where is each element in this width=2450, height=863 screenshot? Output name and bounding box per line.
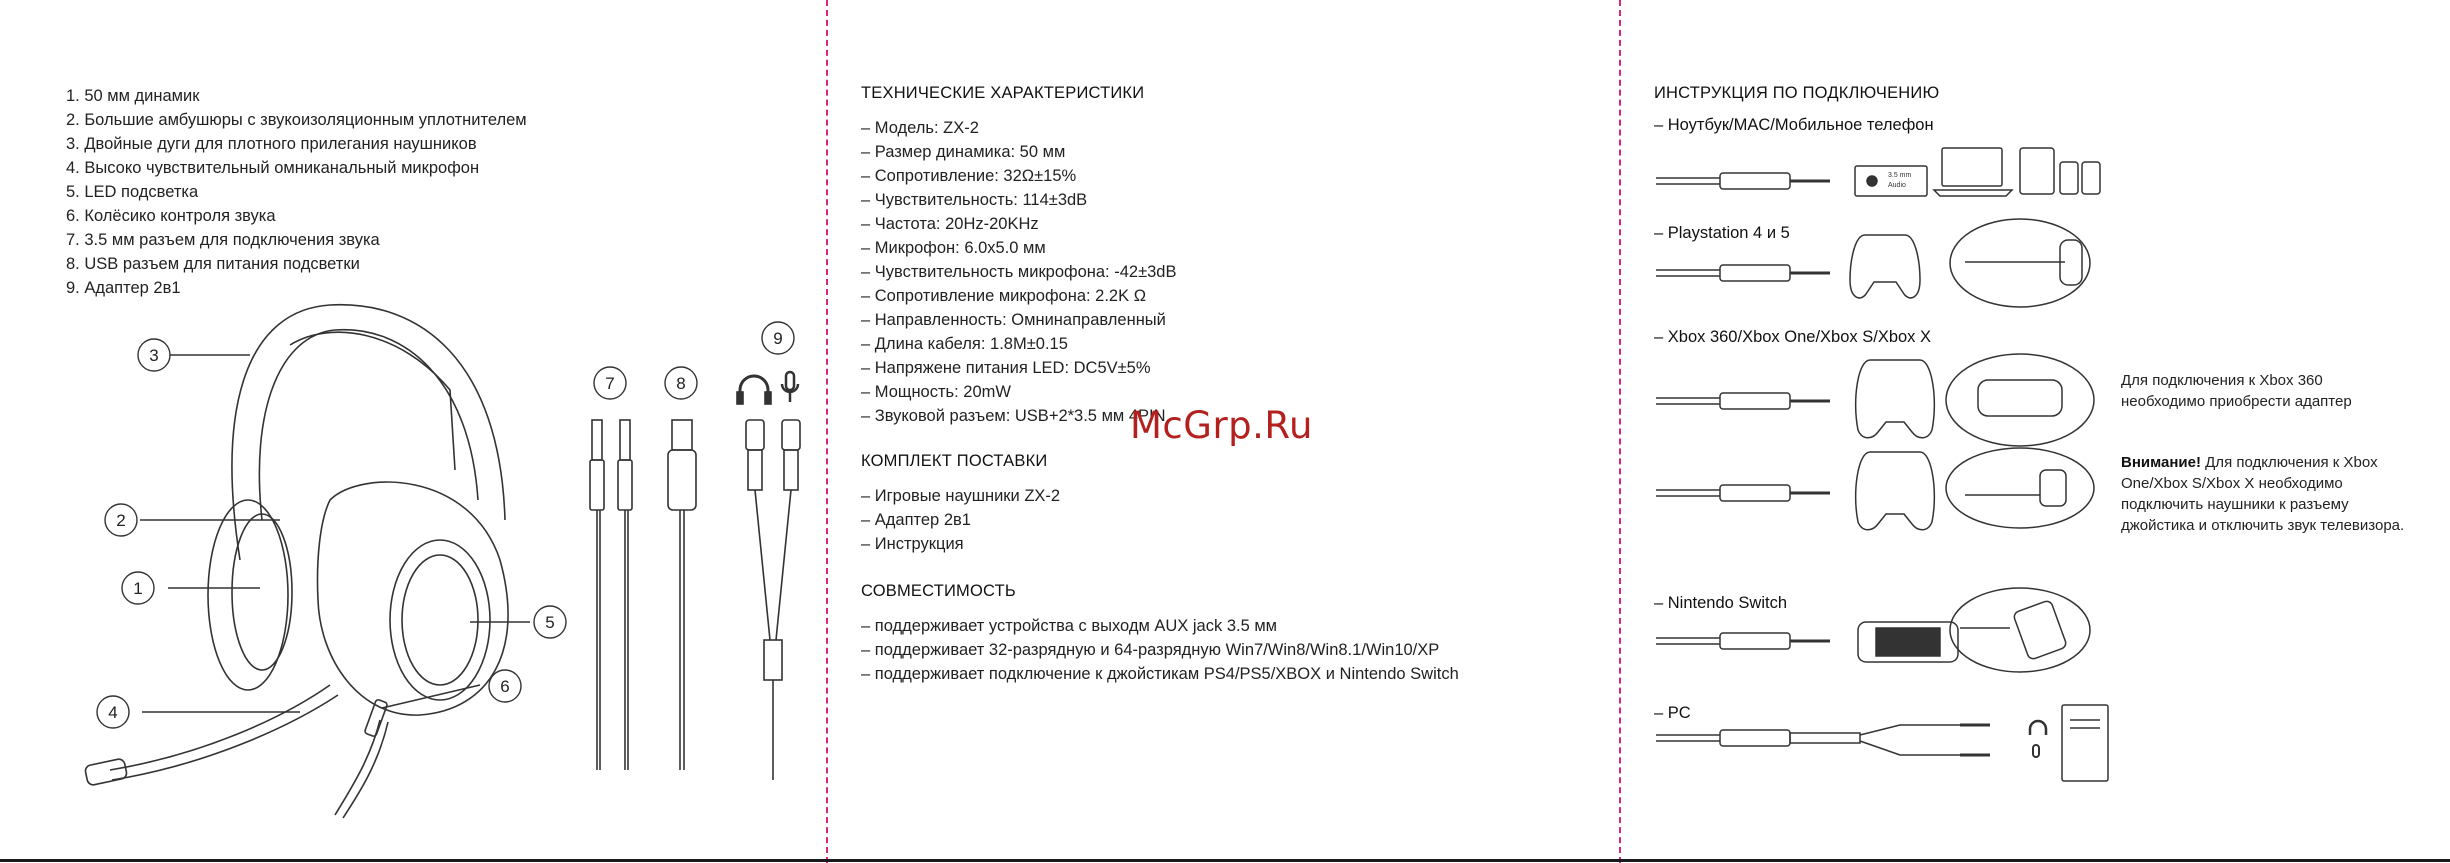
feature-item: 7. 3.5 мм разъем для подключения звука [66, 231, 380, 249]
svg-text:3.5 mm: 3.5 mm [1888, 172, 1912, 179]
svg-text:2: 2 [116, 511, 126, 530]
callout-4 [97, 696, 129, 728]
jack-plug-switch [1656, 633, 1830, 649]
phone-icon [2060, 162, 2100, 194]
spec-item: – Мощность: 20mW [861, 383, 1011, 401]
section-xbox: – Xbox 360/Xbox One/Xbox S/Xbox X [1654, 328, 1932, 346]
pc-tower-icon [2062, 705, 2108, 781]
jack-plug-xbox-360 [1656, 393, 1830, 409]
feature-item: 1. 50 мм динамик [66, 87, 200, 105]
ps-controller-icon [1850, 235, 1920, 298]
feature-item: 3. Двойные дуги для плотного прилегания наушников [66, 135, 477, 153]
spec-item: – Микрофон: 6.0x5.0 мм [861, 239, 1046, 257]
switch-closeup [1950, 588, 2090, 672]
callout-1 [122, 572, 154, 604]
compat-item: – поддерживает подключение к джойстикам PS4/PS5/XBOX и Nintendo Switch [861, 665, 1459, 683]
spec-item: – Модель: ZX-2 [861, 119, 979, 137]
svg-text:4: 4 [108, 703, 118, 722]
connection-diagrams [1620, 0, 2450, 863]
callout-7 [594, 367, 626, 399]
connect-title: ИНСТРУКЦИЯ ПО ПОДКЛЮЧЕНИЮ [1654, 84, 1940, 102]
watermark-logo: McGrp.Ru [1130, 404, 1313, 447]
svg-text:8: 8 [676, 374, 686, 393]
feature-item: 9. Адаптер 2в1 [66, 279, 181, 297]
callout-9 [762, 322, 794, 354]
jack-plug-xbox-one [1656, 485, 1830, 501]
pc-headphone-icon [2030, 721, 2046, 735]
warning-label: Внимание! [2121, 454, 2201, 471]
svg-text:9: 9 [773, 329, 783, 348]
callout-2 [105, 504, 137, 536]
switch-console-icon [1858, 622, 1958, 662]
compat-title: СОВМЕСТИМОСТЬ [861, 582, 1016, 600]
callouts [0, 0, 826, 863]
svg-text:3: 3 [149, 346, 159, 365]
compat-list [861, 614, 1459, 686]
xbox-jack-closeup [1946, 448, 2094, 528]
svg-text:6: 6 [500, 677, 510, 696]
spec-item: – Чувствительность: 114±3dB [861, 191, 1088, 209]
callout-3 [138, 339, 170, 371]
feature-item: 2. Большие амбушюры с звукоизоляционным уплотнителем [66, 111, 527, 129]
xbox-controller-icon-2 [1856, 452, 1935, 530]
jack-plug-pc [1656, 725, 1990, 755]
spec-item: – Направленность: Омнинаправленный [861, 311, 1166, 329]
spec-item: – Частота: 20Hz-20KHz [861, 215, 1039, 233]
feature-item: 6. Колёсико контроля звука [66, 207, 276, 225]
xbox-adapter-closeup [1946, 354, 2094, 446]
svg-text:Audio: Audio [1888, 182, 1906, 189]
spec-item: – Длина кабеля: 1.8M±0.15 [861, 335, 1068, 353]
laptop-icon [1934, 148, 2012, 196]
spec-item: – Звуковой разъем: USB+2*3.5 мм 4PIN [861, 407, 1166, 425]
spec-item: – Сопротивление: 32Ω±15% [861, 167, 1077, 185]
section-pc: – PC [1654, 704, 1691, 722]
tablet-icon [2020, 148, 2054, 194]
feature-item: 8. USB разъем для питания подсветки [66, 255, 360, 273]
section-playstation: – Playstation 4 и 5 [1654, 224, 1790, 242]
spec-item: – Сопротивление микрофона: 2.2K Ω [861, 287, 1147, 305]
feature-item: 4. Высоко чувствительный омниканальный микрофон [66, 159, 480, 177]
ps-closeup [1950, 219, 2090, 307]
spec-item: – Напряжене питания LED: DC5V±5% [861, 359, 1151, 377]
package-list [861, 484, 1060, 556]
svg-text:5: 5 [545, 613, 555, 632]
callout-6 [489, 670, 521, 702]
xbox-controller-icon-1 [1856, 360, 1935, 438]
compat-item: – поддерживает 32-разрядную и 64-разрядную Win7/Win8/Win8.1/Win10/XP [861, 641, 1440, 659]
warning-text: Для подключения к Xbox One/Xbox S/Xbox X необходимо подключить наушники к разъему джойстика и отключить звук телевизора. [2121, 454, 2405, 534]
jack-plug-ps [1656, 265, 1830, 281]
specs-title: ТЕХНИЧЕСКИЕ ХАРАКТЕРИСТИКИ [861, 84, 1145, 102]
fold-line-left [826, 0, 828, 863]
specs-list [861, 116, 1176, 428]
callout-8 [665, 367, 697, 399]
callout-5 [534, 606, 566, 638]
spec-item: – Размер динамика: 50 мм [861, 143, 1066, 161]
xbox-note-adapter: Для подключения к Xbox 360 необходимо приобрести адаптер [2121, 372, 2352, 410]
spec-item: – Чувствительность микрофона: -42±3dB [861, 263, 1177, 281]
jack-plug-laptop [1656, 173, 1830, 189]
compat-item: – поддерживает устройства с выходм AUX jack 3.5 мм [861, 617, 1278, 635]
section-switch: – Nintendo Switch [1654, 594, 1787, 612]
svg-text:1: 1 [133, 579, 143, 598]
svg-text:7: 7 [605, 374, 615, 393]
section-laptop: – Ноутбук/MAC/Мобильное телефон [1654, 116, 1934, 134]
pc-mic-icon [2033, 745, 2039, 757]
package-title: КОМПЛЕКТ ПОСТАВКИ [861, 452, 1048, 470]
package-item: – Игровые наушники ZX-2 [861, 487, 1061, 505]
package-item: – Инструкция [861, 535, 964, 553]
laptop-audio-port [1855, 166, 1927, 196]
feature-item: 5. LED подсветка [66, 183, 199, 201]
package-item: – Адаптер 2в1 [861, 511, 971, 529]
